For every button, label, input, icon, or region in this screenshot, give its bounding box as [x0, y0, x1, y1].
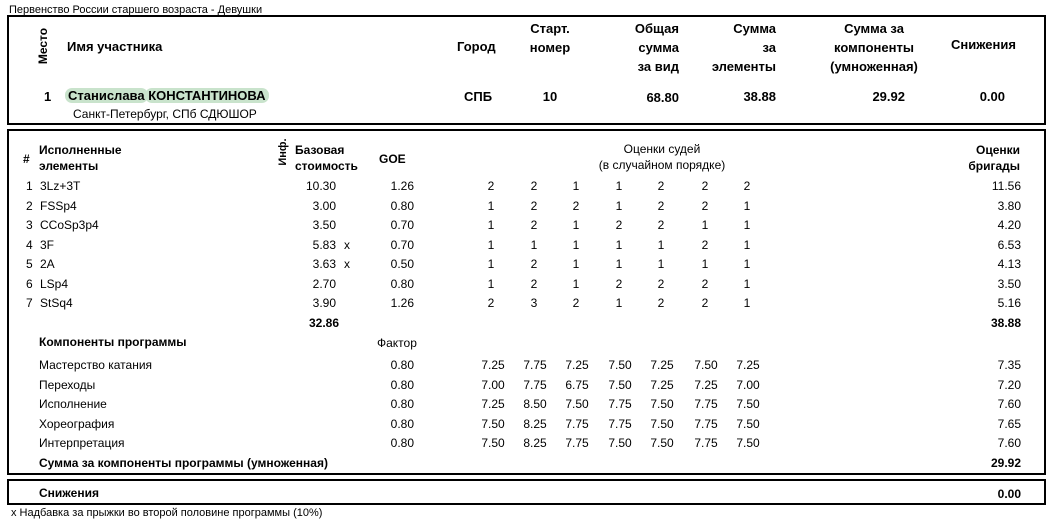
- judge-score: 2: [615, 218, 623, 232]
- footnote: x Надбавка за прыжки во второй половине программы (10%): [11, 507, 323, 519]
- deductions-label: Снижения: [39, 486, 99, 500]
- element-name: 3Lz+3T: [40, 179, 81, 193]
- deductions-box: [7, 479, 1046, 505]
- component-judge-score: 7.75: [608, 416, 632, 431]
- element-name: LSp4: [40, 276, 69, 291]
- element-base: 3.90: [312, 296, 336, 310]
- base-total: 32.86: [308, 316, 339, 330]
- element-base: 5.83: [312, 237, 336, 252]
- component-name: Интерпретация: [39, 436, 125, 450]
- judge-score: 2: [572, 198, 580, 213]
- component-judge-score: 7.50: [608, 436, 632, 450]
- skater-components-score: 29.92: [872, 89, 905, 104]
- judge-score: 1: [657, 257, 665, 271]
- component-judge-score: 7.75: [565, 436, 589, 450]
- element-goe: 0.70: [390, 237, 414, 252]
- judge-score: 2: [615, 276, 623, 291]
- component-judge-score: 7.00: [481, 377, 505, 392]
- factor-header: Фактор: [377, 336, 417, 350]
- component-judge-score: 7.50: [736, 397, 760, 411]
- element-num: 4: [26, 237, 33, 252]
- component-judge-score: 7.75: [608, 397, 632, 411]
- component-judge-score: 7.25: [650, 377, 674, 392]
- component-judge-score: 7.50: [694, 358, 718, 372]
- component-judge-score: 7.50: [736, 416, 760, 431]
- judge-score: 2: [657, 198, 665, 213]
- judge-score: 1: [487, 218, 495, 232]
- judge-score: 2: [657, 179, 665, 193]
- component-judge-score: 7.00: [736, 377, 760, 392]
- col-goe-header: GOE: [379, 152, 406, 166]
- component-judge-score: 7.50: [650, 416, 674, 431]
- element-goe: 0.70: [390, 218, 414, 232]
- judge-score: 1: [572, 237, 580, 252]
- component-name: Хореография: [39, 416, 115, 431]
- element-name: FSSp4: [40, 198, 77, 213]
- component-judge-score: 7.75: [523, 377, 547, 392]
- judge-score: 3: [530, 296, 538, 310]
- component-judge-score: 7.75: [694, 436, 718, 450]
- element-num: 1: [26, 179, 33, 193]
- elements-score-total: 38.88: [990, 316, 1021, 330]
- judge-score: 1: [572, 257, 580, 271]
- component-factor: 0.80: [390, 436, 414, 450]
- component-judge-score: 7.50: [608, 377, 632, 392]
- judge-score: 1: [701, 218, 709, 232]
- judge-score: 1: [530, 237, 538, 252]
- skater-city: СПБ: [464, 89, 493, 104]
- judge-score: 2: [701, 179, 709, 193]
- deductions-header: Снижения: [951, 37, 1016, 52]
- judge-score: 2: [701, 198, 709, 213]
- col-judges-header: Оценки судей (в случайном порядке): [598, 142, 726, 172]
- component-judge-score: 7.25: [481, 397, 505, 411]
- element-num: 3: [26, 218, 33, 232]
- skater-total-score: 68.80: [646, 90, 679, 105]
- judge-score: 2: [657, 276, 665, 291]
- component-factor: 0.80: [390, 397, 414, 411]
- component-judge-score: 7.50: [481, 436, 505, 450]
- judge-score: 2: [487, 296, 495, 310]
- judge-score: 1: [701, 257, 709, 271]
- judge-score: 2: [743, 179, 751, 193]
- component-judge-score: 7.25: [736, 358, 760, 372]
- judge-score: 2: [701, 276, 709, 291]
- element-panel-score: 4.20: [997, 218, 1021, 232]
- judge-score: 1: [615, 237, 623, 252]
- component-panel-score: 7.60: [997, 436, 1021, 450]
- component-judge-score: 7.50: [736, 436, 760, 450]
- element-panel-score: 3.80: [997, 198, 1021, 213]
- element-info: x: [344, 257, 350, 271]
- component-factor: 0.80: [390, 358, 414, 372]
- element-num: 2: [26, 198, 33, 213]
- judge-score: 2: [572, 296, 580, 310]
- component-judge-score: 6.75: [565, 377, 589, 392]
- judge-score: 2: [657, 296, 665, 310]
- judge-score: 1: [487, 198, 495, 213]
- component-panel-score: 7.65: [997, 416, 1021, 431]
- judge-score: 1: [743, 296, 751, 310]
- component-panel-score: 7.20: [997, 377, 1021, 392]
- skater-deductions: 0.00: [979, 89, 1005, 104]
- judge-score: 1: [572, 276, 580, 291]
- place-header: Место: [36, 27, 50, 65]
- skater-summary-box: [7, 15, 1046, 125]
- element-panel-score: 4.13: [997, 257, 1021, 271]
- component-panel-score: 7.35: [997, 358, 1021, 372]
- judge-score: 1: [487, 257, 495, 271]
- col-num-header: #: [23, 152, 30, 166]
- component-judge-score: 7.25: [565, 358, 589, 372]
- judge-score: 2: [530, 179, 538, 193]
- component-panel-score: 7.60: [997, 397, 1021, 411]
- element-goe: 0.80: [390, 276, 414, 291]
- component-factor: 0.80: [390, 416, 414, 431]
- component-judge-score: 8.50: [523, 397, 547, 411]
- skater-start-number: 10: [542, 89, 558, 104]
- skater-name[interactable]: [68, 88, 266, 103]
- judge-score: 1: [615, 198, 623, 213]
- component-judge-score: 7.25: [650, 358, 674, 372]
- skater-last-name: КОНСТАНТИНОВА: [145, 88, 268, 103]
- element-panel-score: 5.16: [997, 296, 1021, 310]
- name-header: Имя участника: [67, 39, 163, 54]
- judge-score: 1: [743, 198, 751, 213]
- component-name: Переходы: [39, 377, 96, 392]
- judge-score: 1: [572, 179, 580, 193]
- element-num: 7: [26, 296, 33, 310]
- skater-place: 1: [44, 89, 52, 104]
- element-goe: 1.26: [390, 296, 414, 310]
- elements-score-header: Сумма за элементы: [711, 21, 776, 74]
- judge-score: 1: [743, 276, 751, 291]
- component-judge-score: 7.50: [650, 397, 674, 411]
- component-judge-score: 7.50: [608, 358, 632, 372]
- judge-score: 1: [743, 237, 751, 252]
- judge-score: 2: [530, 218, 538, 232]
- judge-score: 1: [572, 218, 580, 232]
- event-title: Первенство России старшего возраста - Девушки: [9, 4, 263, 16]
- skater-elements-score: 38.88: [743, 89, 776, 104]
- component-factor: 0.80: [390, 377, 414, 392]
- element-base: 3.63: [312, 257, 336, 271]
- element-num: 6: [26, 276, 33, 291]
- element-base: 2.70: [312, 276, 336, 291]
- element-name: 2A: [40, 257, 55, 271]
- component-judge-score: 7.50: [650, 436, 674, 450]
- judge-score: 2: [530, 257, 538, 271]
- element-name: StSq4: [40, 296, 73, 310]
- col-base-header: Базовая стоимость: [295, 143, 358, 173]
- start-number-header: Старт. номер: [529, 21, 571, 55]
- judge-score: 2: [657, 218, 665, 232]
- component-judge-score: 7.50: [481, 416, 505, 431]
- col-element-header: Исполненные элементы: [39, 143, 122, 173]
- judge-score: 2: [701, 237, 709, 252]
- element-panel-score: 11.56: [991, 179, 1021, 193]
- component-judge-score: 7.25: [694, 377, 718, 392]
- judge-score: 2: [701, 296, 709, 310]
- judge-score: 1: [615, 179, 623, 193]
- judge-score: 1: [743, 257, 751, 271]
- judge-score: 2: [530, 198, 538, 213]
- judge-score: 2: [487, 179, 495, 193]
- judge-score: 1: [615, 296, 623, 310]
- judge-score: 1: [657, 237, 665, 252]
- component-judge-score: 7.75: [523, 358, 547, 372]
- components-score-header: Сумма за компоненты (умноженная): [830, 21, 918, 74]
- component-judge-score: 7.75: [694, 397, 718, 411]
- component-judge-score: 7.25: [481, 358, 505, 372]
- element-name: 3F: [40, 237, 55, 252]
- components-total: 29.92: [990, 456, 1021, 470]
- element-base: 3.50: [312, 218, 336, 232]
- judge-score: 2: [530, 276, 538, 291]
- component-judge-score: 7.75: [694, 416, 718, 431]
- component-judge-score: 8.25: [523, 436, 547, 450]
- skater-first-name: Станислава: [65, 88, 148, 103]
- element-info: x: [344, 237, 350, 252]
- element-goe: 1.26: [390, 179, 414, 193]
- components-total-label: Сумма за компоненты программы (умноженная): [39, 456, 328, 470]
- judge-score: 1: [615, 257, 623, 271]
- total-score-header: Общая сумма за вид: [634, 21, 679, 74]
- element-goe: 0.50: [390, 257, 414, 271]
- element-goe: 0.80: [390, 198, 414, 213]
- component-name: Исполнение: [39, 397, 107, 411]
- judge-score: 1: [743, 218, 751, 232]
- col-info-header: Инф.: [277, 138, 289, 166]
- component-judge-score: 7.75: [565, 416, 589, 431]
- element-name: CCoSp3p4: [40, 218, 99, 232]
- element-panel-score: 6.53: [997, 237, 1021, 252]
- component-judge-score: 7.50: [565, 397, 589, 411]
- component-judge-score: 8.25: [523, 416, 547, 431]
- component-name: Мастерство катания: [39, 358, 153, 372]
- col-panel-header: Оценки бригады: [968, 143, 1020, 173]
- city-header: Город: [457, 39, 496, 54]
- judge-score: 1: [487, 237, 495, 252]
- judge-score: 1: [487, 276, 495, 291]
- deductions-value: 0.00: [997, 487, 1021, 501]
- components-title: Компоненты программы: [39, 335, 187, 349]
- element-base: 10.30: [305, 179, 336, 193]
- element-num: 5: [26, 257, 33, 271]
- element-panel-score: 3.50: [997, 276, 1021, 291]
- element-base: 3.00: [312, 198, 336, 213]
- skater-club: Санкт-Петербург, СПб СДЮШОР: [73, 107, 257, 121]
